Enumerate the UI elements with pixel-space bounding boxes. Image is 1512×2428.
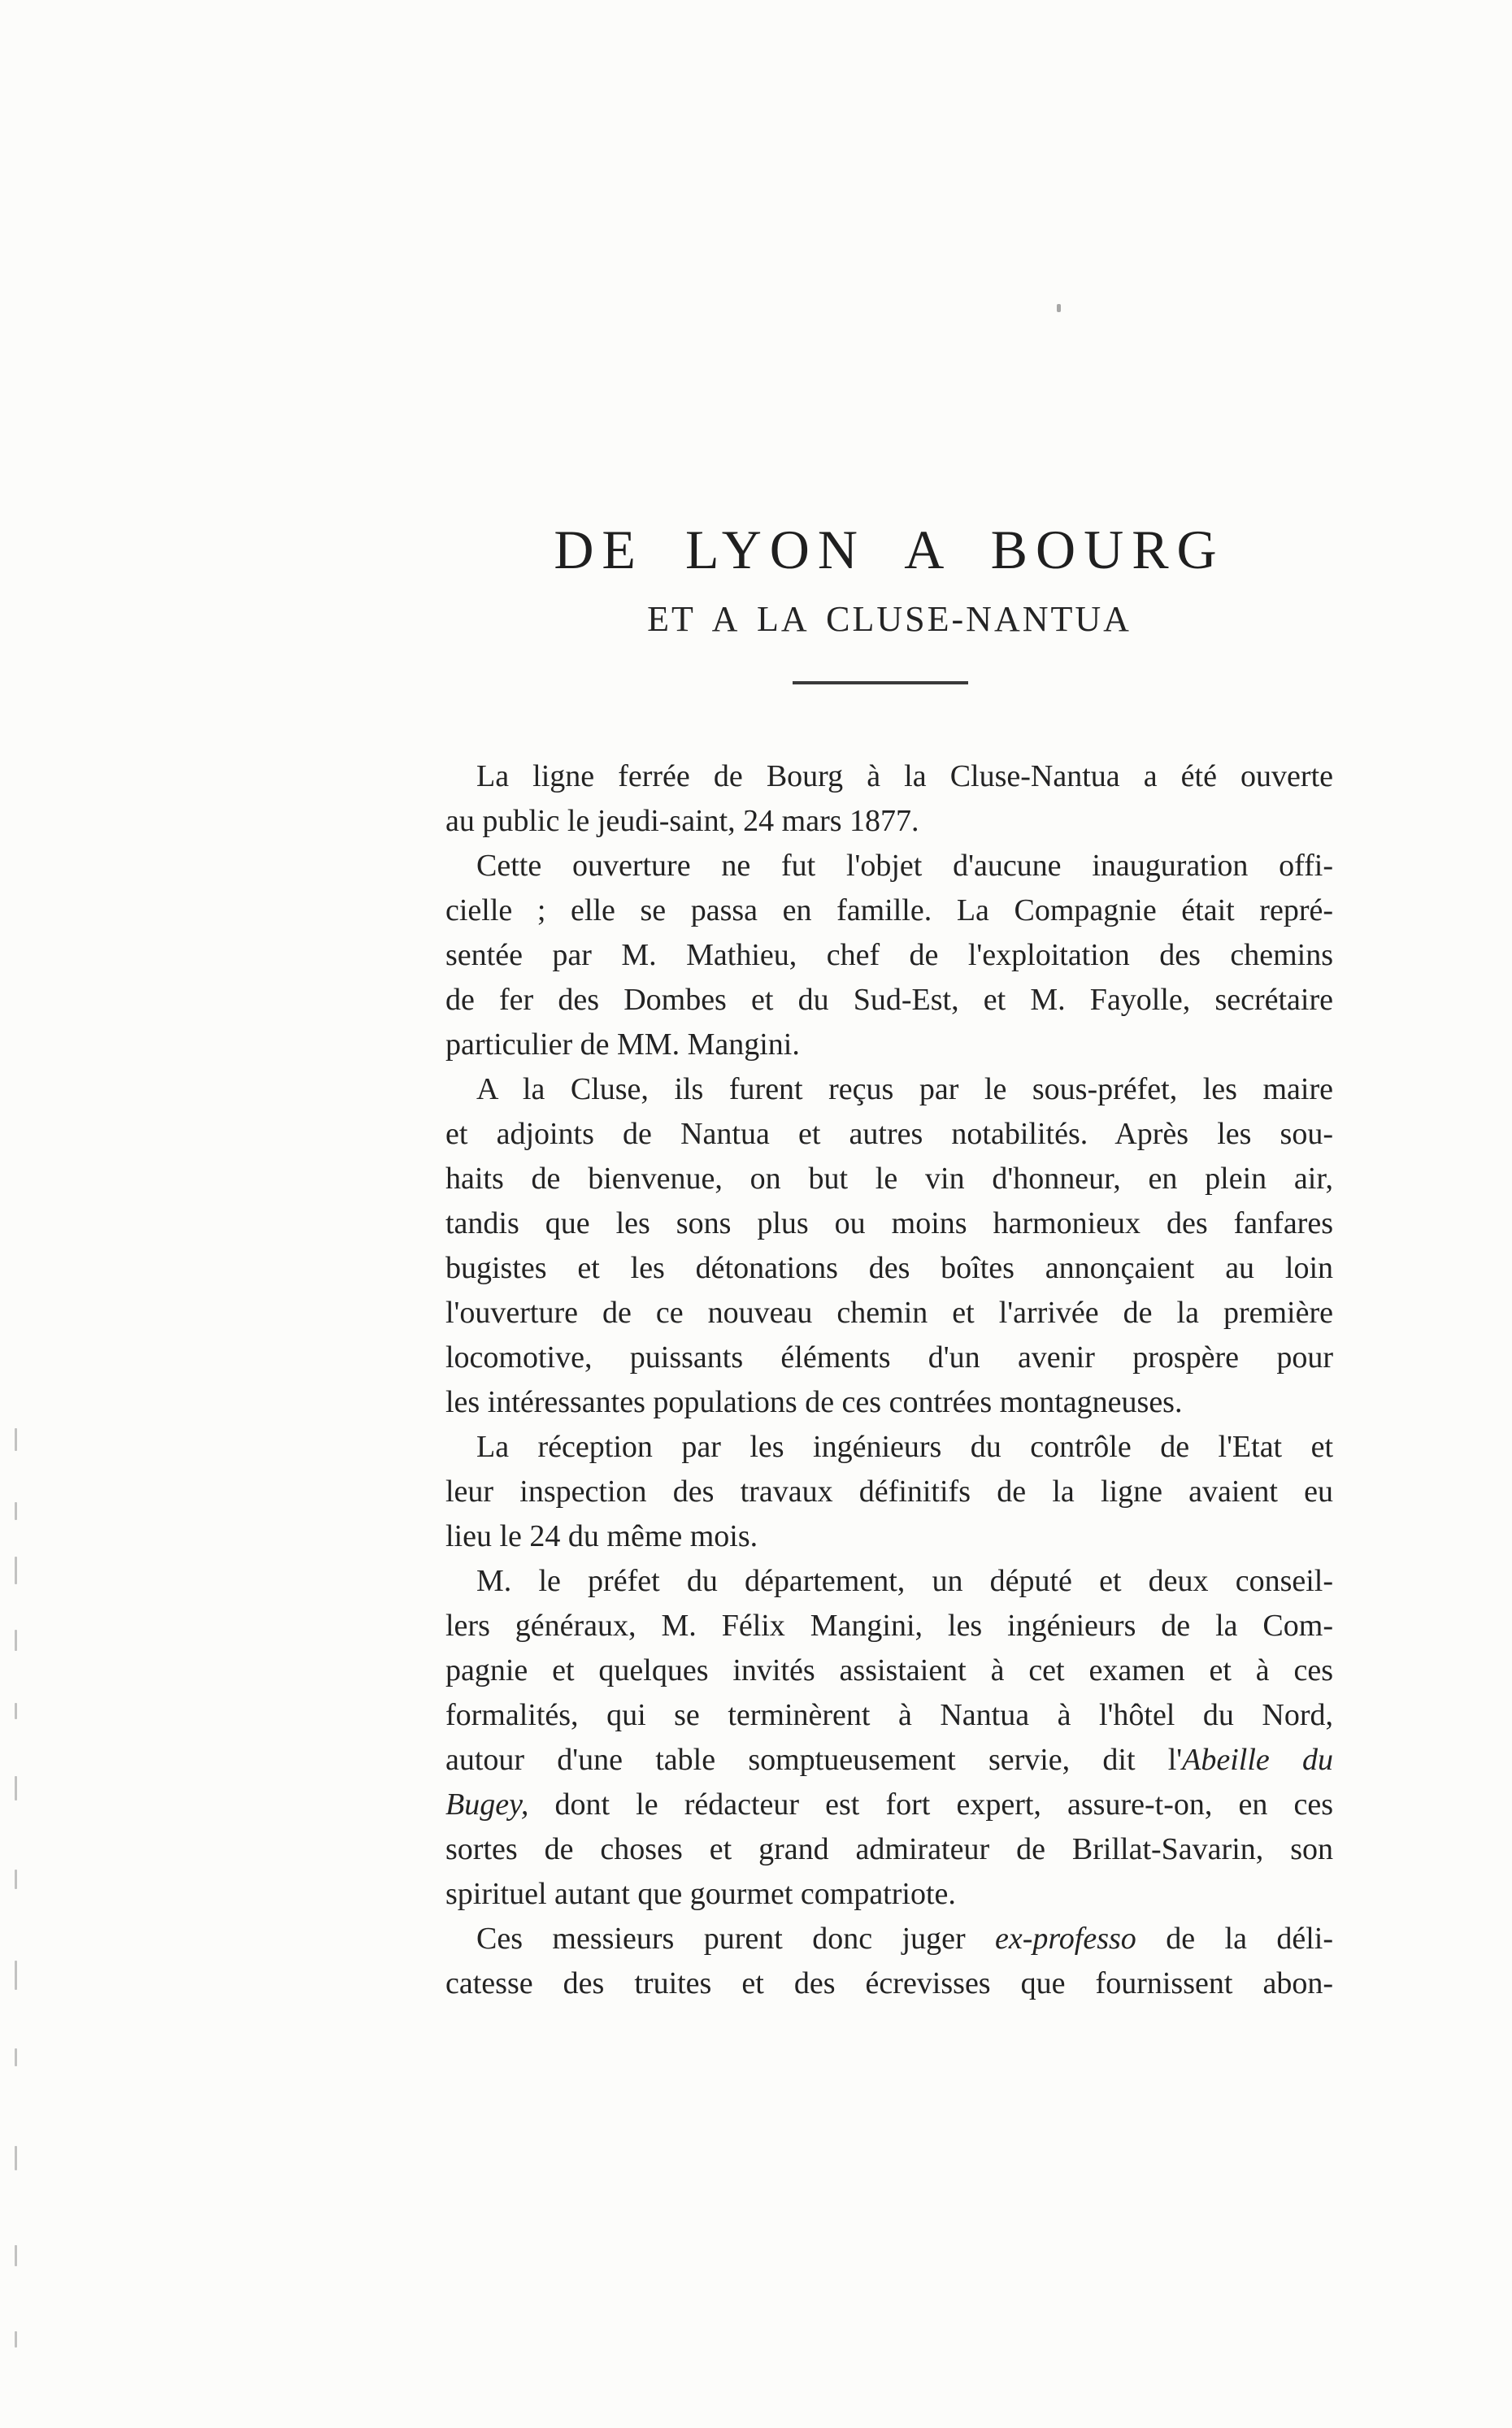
text-segment: tandis que les sons plus ou moins harmonieux des fanfares xyxy=(445,1206,1333,1240)
scan-artifact xyxy=(15,1961,17,1990)
text-segment: leur inspection des travaux définitifs de la ligne avaient eu xyxy=(445,1475,1333,1509)
text-segment: La ligne ferrée de Bourg à la Cluse-Nantua a été ouverte xyxy=(476,759,1333,793)
text-line xyxy=(445,844,1333,888)
text-segment: lers généraux, M. Félix Mangini, les ingénieurs de la Com- xyxy=(445,1609,1333,1643)
text-line xyxy=(445,754,1333,799)
text-line xyxy=(445,1827,1333,1872)
scan-artifact xyxy=(15,2331,17,2348)
text-line xyxy=(445,1157,1333,1201)
text-segment: sentée par M. Mathieu, chef de l'exploitation des chemins xyxy=(445,938,1333,972)
text-line xyxy=(445,933,1333,978)
text-segment: et adjoints de Nantua et autres notabilités. Après les sou- xyxy=(445,1117,1333,1151)
text-line xyxy=(445,1604,1333,1648)
text-segment: sortes de choses et grand admirateur de Brillat-Savarin, son xyxy=(445,1832,1333,1866)
text-line xyxy=(445,1023,1333,1067)
scan-artifact xyxy=(15,2146,17,2170)
text-line xyxy=(445,1783,1333,1827)
text-block xyxy=(445,754,1333,2006)
scan-artifact xyxy=(15,2048,17,2066)
text-line xyxy=(445,799,1333,844)
text-segment: de fer des Dombes et du Sud-Est, et M. Fayolle, secrétaire xyxy=(445,983,1333,1017)
paragraph xyxy=(445,1917,1333,2006)
text-segment: lieu le 24 du même mois. xyxy=(445,1519,758,1553)
italic-text: ex-professo xyxy=(995,1922,1136,1956)
text-segment: A la Cluse, ils furent reçus par le sous-préfet, les maire xyxy=(476,1072,1333,1106)
text-line xyxy=(445,1693,1333,1738)
text-line xyxy=(445,1917,1333,1961)
scan-artifact xyxy=(15,1630,17,1651)
text-line xyxy=(445,1559,1333,1604)
text-segment: cielle ; elle se passa en famille. La Compagnie était repré- xyxy=(445,893,1333,927)
text-segment: pagnie et quelques invités assistaient à cet examen et à ces xyxy=(445,1653,1333,1687)
text-line xyxy=(445,1872,1333,1917)
text-segment: les intéressantes populations de ces contrées montagneuses. xyxy=(445,1385,1183,1419)
text-segment: formalités, qui se terminèrent à Nantua à l'hôtel du Nord, xyxy=(445,1698,1333,1732)
scan-artifact xyxy=(15,1502,17,1520)
text-line xyxy=(445,1961,1333,2006)
text-segment: La réception par les ingénieurs du contrôle de l'Etat et xyxy=(476,1430,1333,1464)
page-title: DE LYON A BOURG xyxy=(554,519,1225,580)
scan-artifact xyxy=(15,2245,17,2266)
text-segment: M. le préfet du département, un député et deux conseil- xyxy=(476,1564,1333,1598)
scan-artifact xyxy=(1057,304,1061,312)
text-line xyxy=(445,1514,1333,1559)
scan-artifact xyxy=(15,1428,17,1451)
paragraph xyxy=(445,1067,1333,1425)
paragraph xyxy=(445,1559,1333,1917)
scan-artifact xyxy=(15,1870,17,1889)
text-line xyxy=(445,1112,1333,1157)
text-line xyxy=(445,1738,1333,1783)
text-line xyxy=(445,1201,1333,1246)
paragraph xyxy=(445,844,1333,1067)
text-segment: au public le jeudi-saint, 24 mars 1877. xyxy=(445,804,919,838)
text-line xyxy=(445,888,1333,933)
text-line xyxy=(445,1246,1333,1291)
text-segment: autour d'une table somptueusement servie, dit l' xyxy=(445,1743,1183,1777)
text-segment: catesse des truites et des écrevisses que fournissent abon- xyxy=(445,1966,1333,2000)
text-segment: bugistes et les détonations des boîtes annonçaient au loin xyxy=(445,1251,1333,1285)
scan-artifact xyxy=(15,1776,17,1800)
divider xyxy=(793,681,968,684)
italic-text: Bugey, xyxy=(445,1787,529,1822)
scan-artifact xyxy=(15,1557,17,1584)
text-line xyxy=(445,1380,1333,1425)
text-segment: spirituel autant que gourmet compatriote. xyxy=(445,1877,956,1911)
text-segment: Cette ouverture ne fut l'objet d'aucune inauguration offi- xyxy=(476,849,1333,883)
text-segment: locomotive, puissants éléments d'un avenir prospère pour xyxy=(445,1340,1333,1375)
text-line xyxy=(445,1648,1333,1693)
text-line xyxy=(445,1291,1333,1336)
text-segment: de la déli- xyxy=(1136,1922,1333,1956)
paragraph xyxy=(445,754,1333,844)
text-segment: dont le rédacteur est fort expert, assure-t-on, en ces xyxy=(528,1787,1333,1822)
text-segment: particulier de MM. Mangini. xyxy=(445,1027,800,1062)
text-segment: haits de bienvenue, on but le vin d'honneur, en plein air, xyxy=(445,1162,1333,1196)
paragraph xyxy=(445,1425,1333,1559)
scan-artifact xyxy=(15,1703,17,1719)
text-line xyxy=(445,1470,1333,1514)
text-segment: Ces messieurs purent donc juger xyxy=(476,1922,996,1956)
text-line xyxy=(445,978,1333,1023)
text-line xyxy=(445,1336,1333,1380)
text-segment: l'ouverture de ce nouveau chemin et l'arrivée de la première xyxy=(445,1296,1333,1330)
text-line xyxy=(445,1425,1333,1470)
italic-text: Abeille du xyxy=(1182,1743,1333,1777)
page-subtitle: ET A LA CLUSE-NANTUA xyxy=(647,599,1132,639)
text-line xyxy=(445,1067,1333,1112)
